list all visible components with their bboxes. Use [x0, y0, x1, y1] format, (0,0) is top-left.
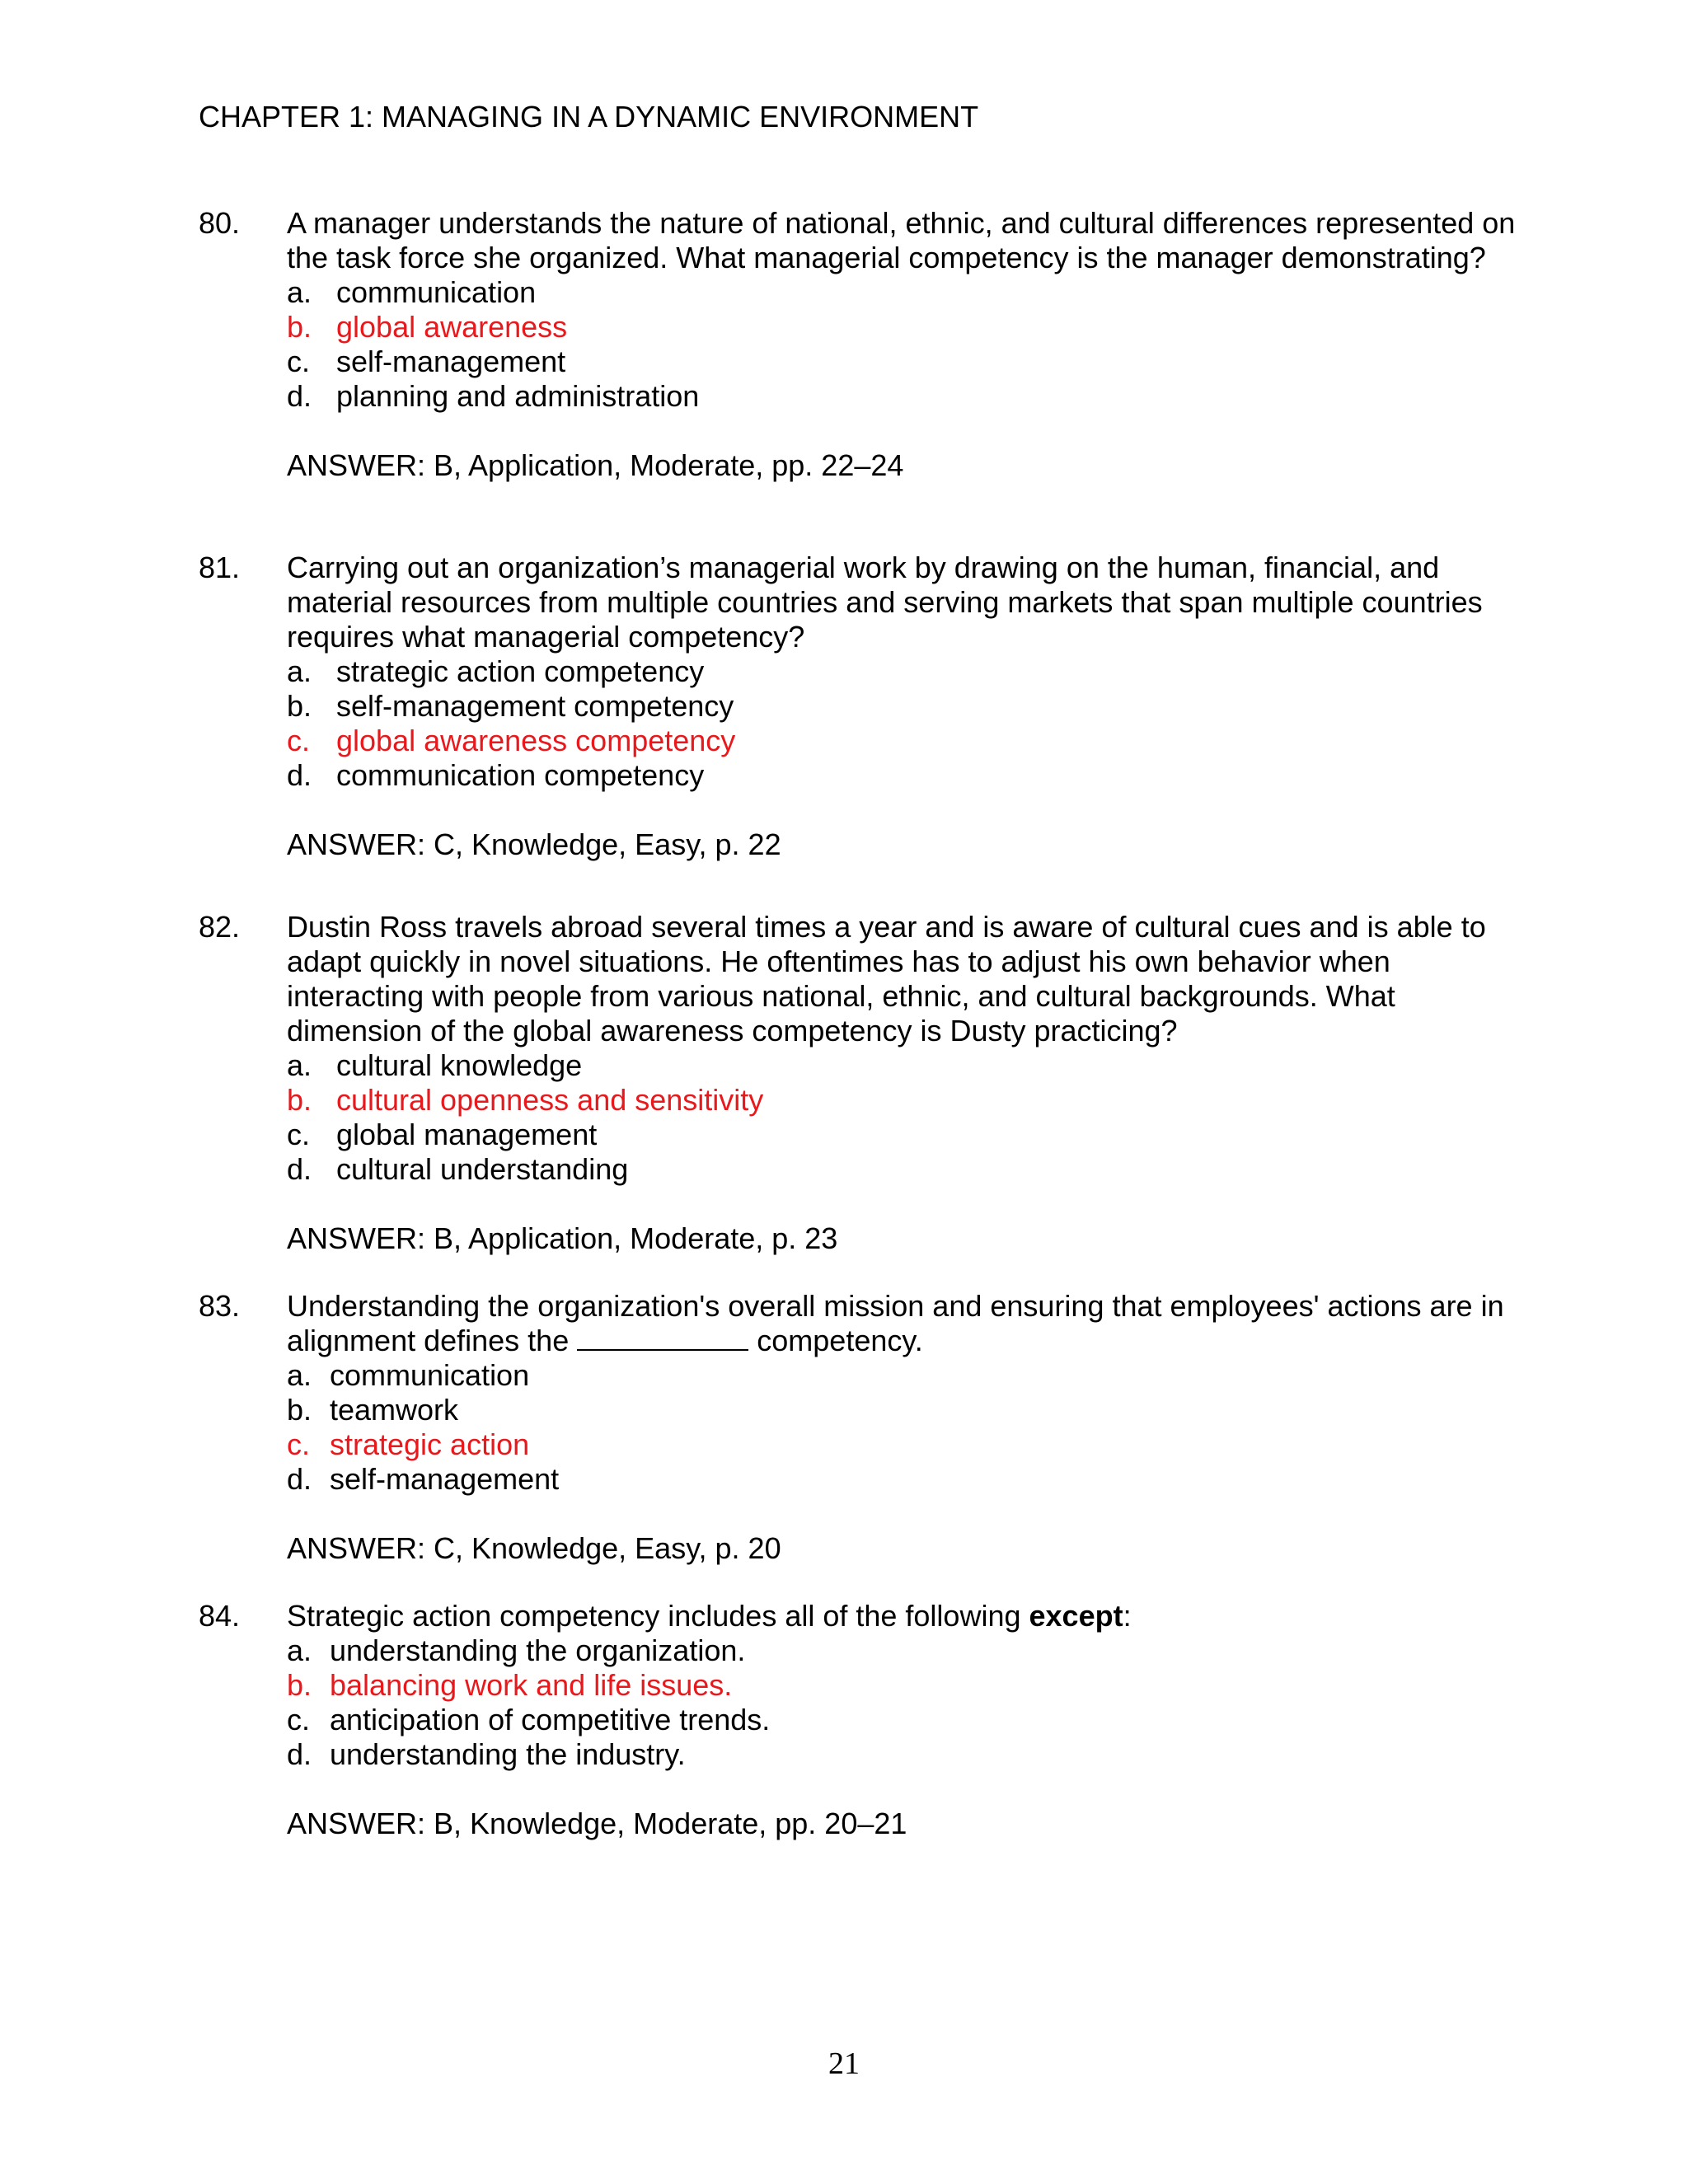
option-text: balancing work and life issues. — [330, 1668, 733, 1702]
option-letter: d. — [287, 379, 312, 413]
option-letter: b. — [287, 1668, 312, 1702]
option-letter: b. — [287, 310, 312, 344]
option-letter: a. — [287, 1633, 312, 1667]
option-text: strategic action — [330, 1427, 530, 1461]
option-text: anticipation of competitive trends. — [330, 1703, 771, 1736]
option-a — [287, 275, 1523, 310]
option-d — [287, 1462, 1523, 1497]
fill-in-blank — [577, 1324, 748, 1351]
question-stem — [287, 1599, 1523, 1633]
option-text: teamwork — [330, 1393, 459, 1427]
option-text: global management — [336, 1118, 598, 1151]
option-b-correct — [287, 1083, 1523, 1118]
page-number: 21 — [828, 2046, 860, 2081]
option-letter: a. — [287, 654, 312, 688]
option-a — [287, 1358, 1523, 1393]
question-stem — [287, 1289, 1523, 1358]
option-text: understanding the industry. — [330, 1737, 686, 1771]
option-text: self-management — [330, 1462, 560, 1496]
option-letter: b. — [287, 689, 312, 723]
option-letter: a. — [287, 275, 312, 309]
question-number: 81. — [199, 551, 241, 584]
option-c-correct — [287, 724, 1523, 758]
option-c-correct — [287, 1427, 1523, 1462]
option-text: planning and administration — [336, 379, 700, 413]
stem-text-after: : — [1123, 1599, 1132, 1633]
option-a — [287, 1048, 1523, 1083]
option-letter: c. — [287, 344, 311, 378]
option-a — [287, 654, 1523, 689]
option-letter: d. — [287, 1737, 312, 1771]
option-b-correct — [287, 1668, 1523, 1703]
option-letter: c. — [287, 1427, 311, 1461]
option-text: cultural knowledge — [336, 1048, 583, 1082]
option-b — [287, 1393, 1523, 1427]
answer-line: ANSWER: B, Knowledge, Moderate, pp. 20–21 — [287, 1807, 907, 1840]
question-stem: Carrying out an organization’s managerial work by drawing on the human, financial, and material resources from multiple countries and serving markets that span multiple countries requires what managerial competency? — [287, 551, 1483, 654]
question-83 — [199, 1289, 1517, 1566]
option-letter: b. — [287, 1083, 312, 1117]
question-84 — [199, 1599, 1517, 1841]
question-number: 83. — [199, 1289, 241, 1323]
answer-line: ANSWER: B, Application, Moderate, pp. 22–24 — [287, 448, 904, 482]
option-text: cultural openness and sensitivity — [336, 1083, 764, 1117]
option-text: understanding the organization. — [330, 1633, 746, 1667]
option-letter: c. — [287, 1703, 311, 1736]
stem-text-after: competency. — [757, 1324, 923, 1357]
option-d — [287, 1152, 1523, 1187]
option-text: communication — [330, 1358, 530, 1392]
question-number: 82. — [199, 910, 241, 944]
stem-text: Strategic action competency includes all of the following — [287, 1599, 1021, 1633]
option-letter: a. — [287, 1048, 312, 1082]
question-81 — [199, 551, 1517, 862]
option-c — [287, 344, 1523, 379]
question-number: 84. — [199, 1599, 241, 1633]
question-80 — [199, 206, 1517, 483]
option-text: cultural understanding — [336, 1152, 629, 1186]
option-c — [287, 1118, 1523, 1152]
option-text: self-management — [336, 344, 566, 378]
stem-emphasis: except — [1029, 1599, 1123, 1633]
option-b — [287, 689, 1523, 724]
option-d — [287, 758, 1523, 793]
option-d — [287, 379, 1523, 414]
option-a — [287, 1633, 1523, 1668]
option-text: self-management competency — [336, 689, 734, 723]
option-letter: d. — [287, 758, 312, 792]
question-number: 80. — [199, 206, 241, 240]
answer-line: ANSWER: C, Knowledge, Easy, p. 20 — [287, 1531, 781, 1565]
answer-line: ANSWER: C, Knowledge, Easy, p. 22 — [287, 827, 781, 861]
option-text: communication competency — [336, 758, 705, 792]
option-b-correct — [287, 310, 1523, 344]
option-text: strategic action competency — [336, 654, 705, 688]
option-c — [287, 1703, 1523, 1737]
option-letter: c. — [287, 724, 311, 757]
question-stem: Dustin Ross travels abroad several times a year and is aware of cultural cues and is able to adapt quickly in novel situations. He oftentimes has to adjust his own behavior when interacting with people from various national, ethnic, and cultural backgrounds. What dimension of the global awareness competency is Dusty practicing? — [287, 910, 1486, 1047]
option-letter: d. — [287, 1462, 312, 1496]
option-letter: c. — [287, 1118, 311, 1151]
option-letter: d. — [287, 1152, 312, 1186]
option-d — [287, 1737, 1523, 1772]
question-stem: A manager understands the nature of national, ethnic, and cultural differences represented on the task force she organized. What managerial competency is the manager demonstrating? — [287, 206, 1516, 274]
option-text: global awareness competency — [336, 724, 736, 757]
option-text: global awareness — [336, 310, 568, 344]
option-text: communication — [336, 275, 537, 309]
answer-line: ANSWER: B, Application, Moderate, p. 23 — [287, 1221, 838, 1255]
chapter-header: CHAPTER 1: MANAGING IN A DYNAMIC ENVIRONMENT — [199, 100, 979, 134]
option-letter: a. — [287, 1358, 312, 1392]
question-82 — [199, 910, 1517, 1256]
stem-text: Understanding the organization's overall mission and ensuring that employees' actions are in alignment defines the — [287, 1289, 1504, 1357]
option-letter: b. — [287, 1393, 312, 1427]
